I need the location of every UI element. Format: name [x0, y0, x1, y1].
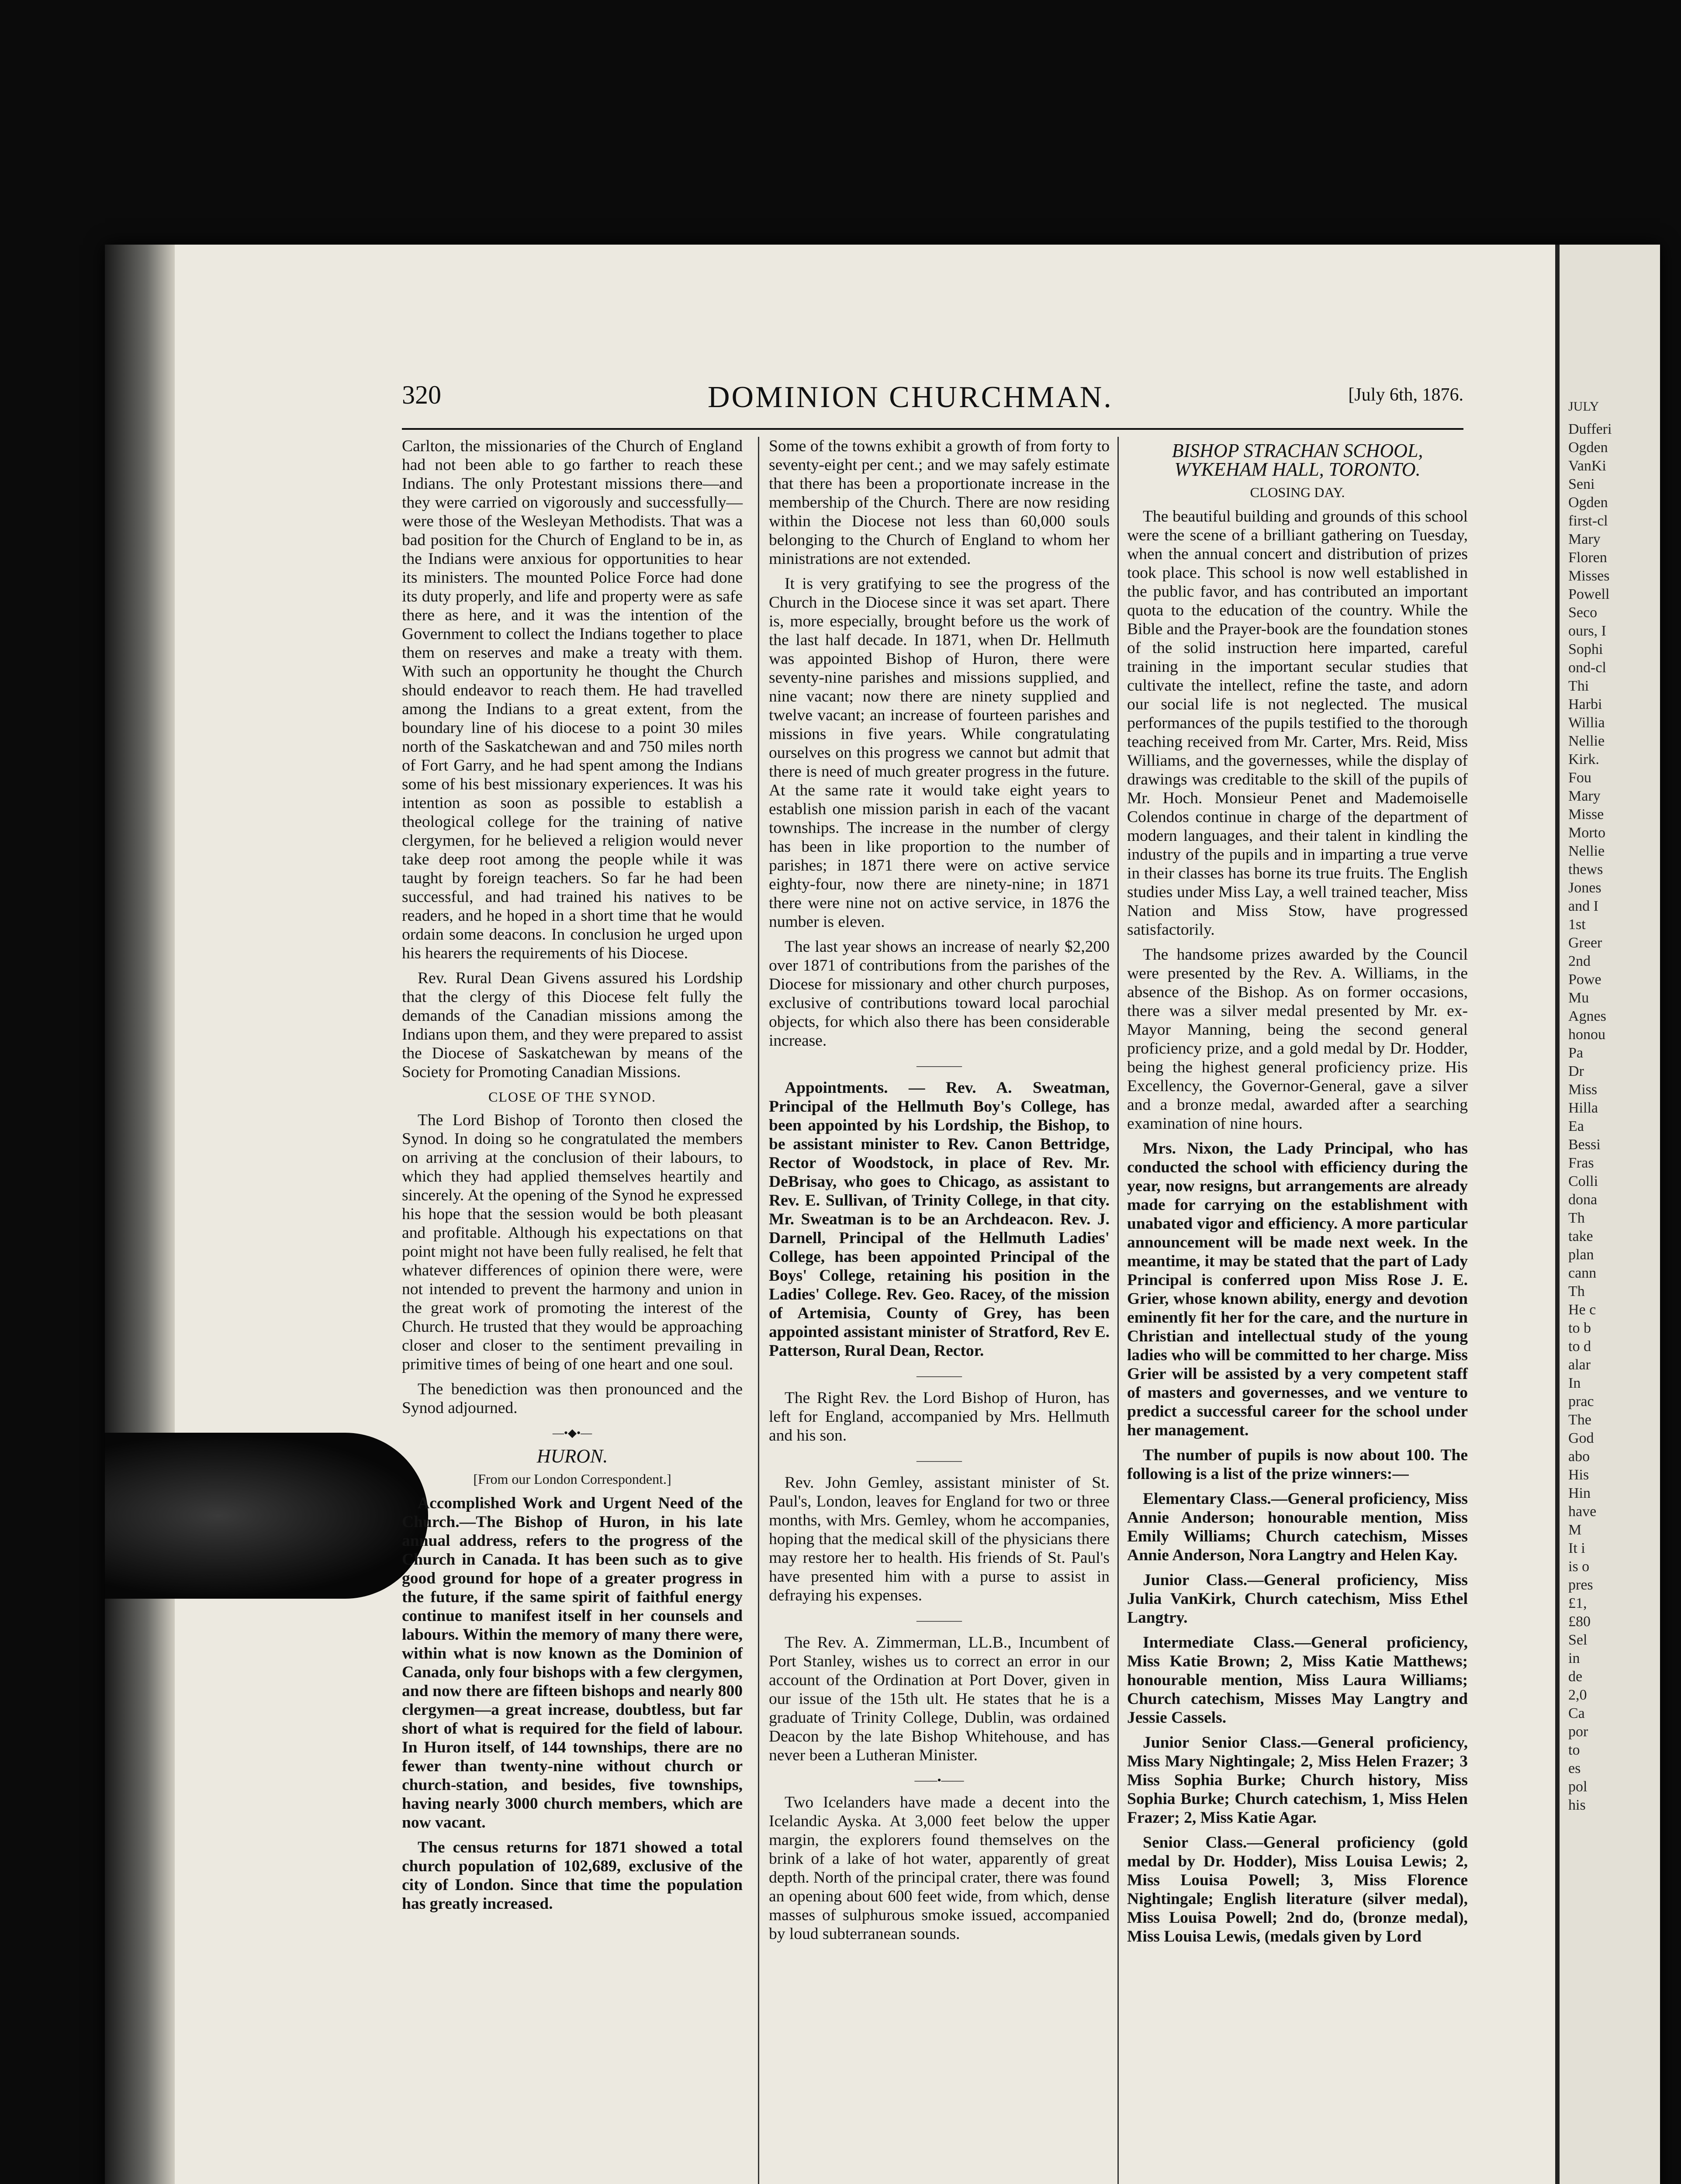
adjacent-page-line: have	[1568, 1503, 1597, 1520]
thumb-shadow	[105, 1433, 428, 1599]
paragraph: Intermediate Class.—General proficiency, Miss Katie Brown; 2, Miss Katie Matthews; honourable mention, Miss Laura Williams; Church catechism, Misses May Langtry and Jessie Cassels.	[1127, 1634, 1468, 1727]
paragraph: Mrs. Nixon, the Lady Principal, who has conducted the school with efficiency during the year, now resigns, but arrangements are already made for carrying on the establishment with unabated vigor and efficiency. A more particular announcement will be made next week. In the meantime, it may be stated that the part of Lady Principal is conferred upon Miss Rose J. E. Grier, whose known ability, energy and devotion eminently fit her for the care, and the nurture in Christian and intellectual study of the young ladies who will be committed to her charge. Miss Grier will be assisted by a very competent staff of masters and governesses, and we venture to predict a successful career for the school under her management.	[1127, 1140, 1468, 1439]
adjacent-page-line: Sel	[1568, 1632, 1588, 1648]
adjacent-page-line: ond-cl	[1568, 660, 1606, 676]
adjacent-page-line: Seco	[1568, 605, 1598, 621]
adjacent-page-line: Willia	[1568, 715, 1605, 731]
adjacent-page-line: £1,	[1568, 1595, 1587, 1611]
adjacent-page-line: Mary	[1568, 531, 1601, 547]
adjacent-page-line: 1st	[1568, 916, 1586, 933]
paragraph: Rev. Rural Dean Givens assured his Lordship that the clergy of this Diocese felt fully the demands of the Canadian missions among the Indians upon them, and they were prepared to assist the Diocese of Saskatchewan by means of the Society for Promoting Canadian Missions.	[402, 969, 743, 1081]
adjacent-page-line: to d	[1568, 1338, 1591, 1355]
adjacent-page-line: thews	[1568, 861, 1603, 878]
page-number: 320	[402, 380, 441, 409]
adjacent-page-line: Powell	[1568, 586, 1610, 602]
adjacent-page-line: Greer	[1568, 935, 1602, 951]
column-divider	[758, 437, 759, 2184]
adjacent-page-line: Ogden	[1568, 439, 1608, 456]
adjacent-page-line: de	[1568, 1669, 1583, 1685]
paragraph: Senior Class.—General proficiency (gold medal by Dr. Hodder), Miss Louisa Lewis; 2, Miss Louisa Powell; 3, Miss Florence Nightingale; English literature (silver medal), Miss Louisa Powell; 2nd do, (bronze medal), Miss Louisa Lewis, (medals given by Lord	[1127, 1834, 1468, 1946]
adjacent-page-line: God	[1568, 1430, 1594, 1446]
adjacent-page-line: Nellie	[1568, 843, 1605, 859]
paragraph: It is very gratifying to see the progress of the Church in the Diocese since it was set apart. There is, more especially, brought before us the work of the last half decade. In 1871, when Dr. Hellmuth was appointed Bishop of Huron, there were seventy-nine parishes and missions supplied, and nine vacant; now there are ninety supplied and twelve vacant; an increase of fourteen parishes and missions in five years. While congratulating ourselves on this progress we cannot but admit that there is need of much greater progress in the future. At the same rate it would take eight years to establish one mission parish in each of the vacant townships. The increase in the number of clergy has been in like proportion to the number of parishes; in 1871 there were on active service eighty-four, now there are ninety-nine; in 1871 there were nine not on active service, in 1876 the number is eleven.	[769, 575, 1110, 931]
adjacent-page-line: is o	[1568, 1559, 1590, 1575]
adjacent-page-line: Ogden	[1568, 494, 1608, 511]
paragraph: Rev. John Gemley, assistant minister of St. Paul's, London, leaves for England for two or three months, with Mrs. Gemley, whom he accompanies, hoping that the medical skill of the physicians there may restore her to health. His friends of St. Paul's have presented him with a purse to assist in defraying his expenses.	[769, 1474, 1110, 1604]
adjacent-page-line: Th	[1568, 1283, 1585, 1299]
paragraph: The handsome prizes awarded by the Council were presented by the Rev. A. Williams, in the absence of the Bishop. As on former occasions, there was a silver medal presented by Mr. ex-Mayor Manning, being the second general proficiency prize, and a gold medal by Dr. Hodder, being the highest general proficiency prize. His Excellency, the Governor-General, gave a silver and a bronze medal, awarded after a searching examination of nine hours.	[1127, 946, 1468, 1133]
adjacent-page-line: Colli	[1568, 1173, 1598, 1189]
adjacent-page-line: Fou	[1568, 770, 1591, 786]
article-title: BISHOP STRACHAN SCHOOL, WYKEHAM HALL, TORONTO.	[1172, 440, 1423, 480]
adjacent-page-line: Misse	[1568, 806, 1604, 822]
adjacent-page-line: His	[1568, 1467, 1589, 1483]
book-gutter	[105, 245, 175, 2184]
adjacent-page-line: prac	[1568, 1393, 1594, 1410]
paragraph: Elementary Class.—General proficiency, Miss Annie Anderson; honourable mention, Miss Emily Williams; Church catechism, Misses Annie Anderson, Nora Langtry and Helen Kay.	[1127, 1490, 1468, 1564]
adjacent-page-line: dona	[1568, 1192, 1598, 1208]
adjacent-page-line: to b	[1568, 1320, 1591, 1336]
section-subheading: [From our London Correspondent.]	[473, 1471, 671, 1487]
adjacent-page-line: Powe	[1568, 971, 1601, 988]
page-header	[402, 376, 1463, 428]
column-3	[1127, 437, 1468, 1952]
adjacent-page-line: In	[1568, 1375, 1581, 1391]
paragraph: The Rev. A. Zimmerman, LL.B., Incumbent of Port Stanley, wishes us to correct an error in our account of the Ordination at Port Dover, given in our issue of the 15th ult. He states that he is a graduate of Trinity College, Dublin, was ordained Deacon by the late Bishop Whitehouse, and has never been a Lutheran Minister.	[769, 1634, 1110, 1764]
paragraph: The Right Rev. the Lord Bishop of Huron, has left for England, accompanied by Mrs. Hellmuth and his son.	[769, 1389, 1110, 1444]
adjacent-page-line: Th	[1568, 1210, 1585, 1226]
paragraph: The census returns for 1871 showed a total church population of 102,689, exclusive of the city of London. Since that time the population has greatly increased.	[402, 1838, 743, 1913]
adjacent-page-line: Sophi	[1568, 641, 1603, 657]
adjacent-page-line: honou	[1568, 1026, 1605, 1043]
adjacent-page-line: Thi	[1568, 678, 1589, 694]
adjacent-page-line: first-cl	[1568, 513, 1608, 529]
adjacent-page-lines	[1568, 420, 1656, 1814]
issue-date: [July 6th, 1876.	[1348, 385, 1463, 405]
adjacent-page-line: alar	[1568, 1357, 1591, 1373]
adjacent-page-line: Harbi	[1568, 696, 1602, 712]
adjacent-page-line: Fras	[1568, 1155, 1594, 1171]
newspaper-page	[105, 245, 1660, 2184]
adjacent-page-line: Misses	[1568, 568, 1610, 584]
adjacent-page-line: Nellie	[1568, 733, 1605, 749]
adjacent-page-line: cann	[1568, 1265, 1597, 1281]
adjacent-page-line: Kirk.	[1568, 751, 1599, 767]
adjacent-page-line: Dr	[1568, 1063, 1584, 1079]
paragraph: The last year shows an increase of nearly $2,200 over 1871 of contributions from the parishes of the Diocese for missionary and other church purposes, exclusive of contributions toward local parochial objects, for which also there has been considerable increase.	[769, 938, 1110, 1050]
section-heading: CLOSE OF THE SYNOD.	[488, 1089, 657, 1105]
adjacent-page-line: The	[1568, 1412, 1591, 1428]
adjacent-page-line: Ea	[1568, 1118, 1584, 1134]
adjacent-page-line: Mu	[1568, 990, 1589, 1006]
adjacent-page-line: Floren	[1568, 549, 1607, 566]
adjacent-page-line: to	[1568, 1742, 1580, 1758]
paragraph: Some of the towns exhibit a growth of from forty to seventy-eight per cent.; and we may safely estimate that there has been a proportionate increase in the membership of the Church. There are now residing within the Diocese not less than 60,000 souls belonging to the Church of England to whom her ministrations are not extended.	[769, 437, 1110, 568]
paragraph: The number of pupils is now about 100. The following is a list of the prize winners:—	[1127, 1446, 1468, 1483]
adjacent-page-line: in	[1568, 1650, 1580, 1666]
adjacent-page-line: Pa	[1568, 1045, 1583, 1061]
header-rule	[402, 428, 1463, 430]
adjacent-page-line: Miss	[1568, 1082, 1598, 1098]
article-subtitle: CLOSING DAY.	[1250, 484, 1345, 500]
adjacent-page-line: 2nd	[1568, 953, 1591, 969]
paragraph: Accomplished Work and Urgent Need of the Church.—The Bishop of Huron, in his late annual address, refers to the progress of the Church in Canada. It has been such as to give good ground for hope of a greater progress in the future, if the same spirit of faithful energy continue to manifest itself in her counsels and labours. Within the memory of many there were, within what is now known as the Dominion of Canada, only four bishops with a few clergymen, and now there are fifteen bishops and nearly 800 clergymen—a great increase, doubtless, but far short of what is required for the field of labour. In Huron itself, of 144 townships, there are no fewer than twenty-nine without church or church-station, and besides, five townships, having nearly 3000 church members, which are now vacant.	[402, 1494, 743, 1832]
adjacent-page-line: Agnes	[1568, 1008, 1606, 1024]
paragraph: Two Icelanders have made a decent into the Icelandic Ayska. At 3,000 feet below the upper margin, the explorers found themselves on the brink of a lake of hot water, apparently of great depth. North of the principal crater, there was found an opening about 600 feet wide, from which, dense masses of sulphurous smoke issued, accompanied by loud subterranean sounds.	[769, 1794, 1110, 1943]
adjacent-page-edge	[1555, 245, 1660, 2184]
adjacent-page-line: abo	[1568, 1448, 1590, 1465]
adjacent-page-line: Hin	[1568, 1485, 1591, 1501]
adjacent-page-line: VanKi	[1568, 458, 1606, 474]
adjacent-page-line: es	[1568, 1760, 1581, 1776]
paragraph: Carlton, the missionaries of the Church of England had not been able to go farther to reach these Indians. The only Protestant missions there—and they were carried on vigorously and successfully—were those of the Wesleyan Methodists. That was a bad position for the Church of England to be in, as the Indians were anxious for opportunities to hear its ministers. The mounted Police Force had done its duty properly, and life and property were as safe there as here, and it was the intention of the Government to collect the Indians together to place them on reserves and make a treaty with them. With such an opportunity he thought the Church should endeavor to reach them. He had travelled among the Indians to a great extent, from the boundary line of his diocese to a point 30 miles north of the Saskatchewan and and 750 miles north of Fort Garry, and he had spent among the Indians some of his best missionary experiences. It was his intention as soon as possible to establish a theological college for the training of native clergymen, for he believed a religion would never take deep root among the people while it was taught by foreign teachers. So far he had been successful, and had trained his natives to be readers, and he hoped in a short time that he would ordain some deacons. In conclusion he urged upon his hearers the requirements of his Diocese.	[402, 437, 743, 962]
ornament-divider: ————	[917, 1369, 962, 1382]
paragraph: The beautiful building and grounds of this school were the scene of a brilliant gathering on Tuesday, when the annual concert and distribution of prizes took place. This school is now well established in the public favor, and has contributed an important quota to the education of the country. While the Bible and the Prayer-book are the foundation stones of the solid instruction here imparted, careful training in the important secular studies that cultivate the intellect, refine the taste, and adorn our social life is not neglected. The musical performances of the pupils testified to the thorough teaching received from Mr. Carter, Mrs. Reid, Miss Williams, and the governesses, while the display of drawings was creditable to the skill of the pupils of Mr. Hoch. Monsieur Penet and Mademoiselle Colendos continue in charge of the department of modern languages, and their talent in kindling the industry of the pupils and in imparting a true verve in their classes has borne its true fruits. The English studies under Miss Lay, a well trained teacher, Miss Nation and Miss Stow, have progressed satisfactorily.	[1127, 508, 1468, 939]
adjacent-page-line: pol	[1568, 1779, 1588, 1795]
adjacent-page-line: It i	[1568, 1540, 1585, 1556]
adjacent-page-line: Seni	[1568, 476, 1595, 492]
adjacent-page-line: £80	[1568, 1614, 1591, 1630]
adjacent-page-header: JULY	[1568, 399, 1599, 414]
adjacent-page-line: Ca	[1568, 1705, 1585, 1721]
section-heading: HURON.	[536, 1445, 608, 1467]
adjacent-page-line: Dufferi	[1568, 421, 1612, 437]
adjacent-page-line: pres	[1568, 1577, 1593, 1593]
column-2	[769, 437, 1110, 1949]
paragraph: Junior Senior Class.—General proficiency, Miss Mary Nightingale; 2, Miss Helen Frazer; 3 Miss Sophia Burke; Church history, Miss Sophia Burke; Church catechism, 1, Miss Helen Frazer; 2, Miss Katie Agar.	[1127, 1734, 1468, 1827]
paragraph: The Lord Bishop of Toronto then closed the Synod. In doing so he congratulated the members on arriving at the conclusion of their labours, to which they had applied themselves heartily and sincerely. At the opening of the Synod he expressed his hope that the session would be both pleasant and profitable. Although his expectations on that point might not have been fully realised, he felt that whatever differences of opinion there were, were not intended to prevent the harmony and union in the great work of promoting the interest of the Church. He trusted that they would be approaching closer and closer to the sentiment prevailing in primitive times of being of one heart and one soul.	[402, 1111, 743, 1373]
ornament-divider: ————	[917, 1454, 962, 1467]
adjacent-page-line: Hilla	[1568, 1100, 1598, 1116]
column-divider	[1117, 437, 1119, 2184]
adjacent-page-text	[1568, 397, 1656, 1814]
adjacent-page-line: M	[1568, 1522, 1582, 1538]
adjacent-page-line: Jones	[1568, 880, 1601, 896]
paragraph: The benediction was then pronounced and the Synod adjourned.	[402, 1380, 743, 1417]
adjacent-page-line: plan	[1568, 1247, 1594, 1263]
adjacent-page-line: por	[1568, 1724, 1588, 1740]
adjacent-page-line: Bessi	[1568, 1137, 1601, 1153]
adjacent-page-line: Morto	[1568, 825, 1605, 841]
adjacent-page-line: his	[1568, 1797, 1586, 1813]
column-1	[402, 437, 743, 1919]
publication-title: DOMINION CHURCHMAN.	[708, 380, 1113, 414]
ornament-divider: ————	[917, 1614, 962, 1627]
adjacent-page-line: and I	[1568, 898, 1598, 914]
adjacent-page-line: take	[1568, 1228, 1593, 1244]
adjacent-page-line: 2,0	[1568, 1687, 1587, 1703]
ornament-divider: ————	[917, 1059, 962, 1072]
paragraph: Junior Class.—General proficiency, Miss Julia VanKirk, Church catechism, Miss Ethel Langtry.	[1127, 1571, 1468, 1627]
adjacent-page-line: Mary	[1568, 788, 1601, 804]
adjacent-page-line: ours, I	[1568, 623, 1606, 639]
paragraph: Appointments. — Rev. A. Sweatman, Principal of the Hellmuth Boy's College, has been appointed by his Lordship, the Bishop, to be assistant minister to Rev. Canon Bettridge, Rector of Woodstock, in place of Rev. Mr. DeBrisay, who goes to Chicago, as assistant to Rev. E. Sullivan, of Trinity College, in that city. Mr. Sweatman is to be an Archdeacon. Rev. J. Darnell, Principal of the Hellmuth Ladies' College, has been appointed Principal of the Boys' College, retaining his position in the Ladies' College. Rev. Geo. Racey, of the mission of Artemisia, County of Grey, has been appointed assistant minister of Stratford, Rev E. Patterson, Rural Dean, Rector.	[769, 1079, 1110, 1360]
ornament-divider: ——•——	[914, 1774, 964, 1787]
ornament-divider: —•◆•—	[552, 1427, 592, 1439]
adjacent-page-line: He c	[1568, 1302, 1596, 1318]
